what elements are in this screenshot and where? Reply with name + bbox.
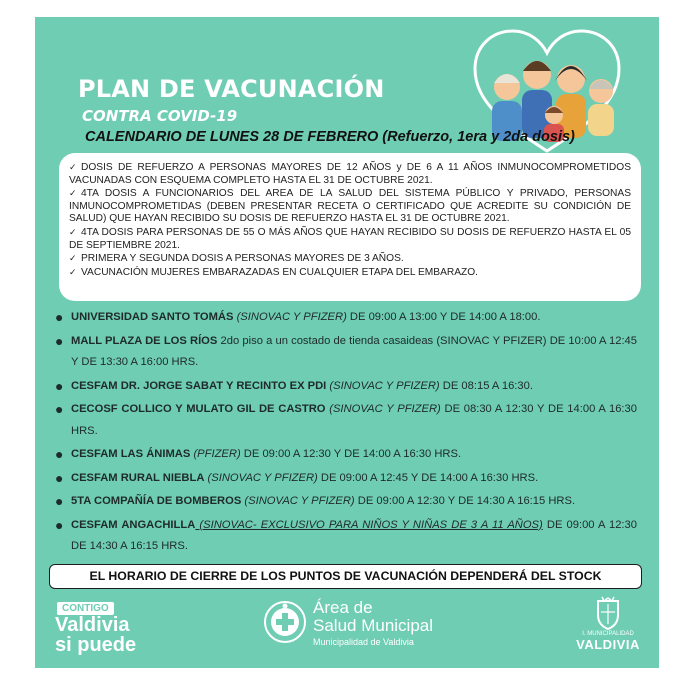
- site-name: CESFAM DR. JORGE SABAT Y RECINTO EX PDI: [71, 379, 327, 392]
- logo-line: Valdivia: [55, 614, 130, 636]
- check-icon: ✓: [69, 188, 77, 199]
- logo-line: si puede: [55, 634, 137, 656]
- stock-notice: EL HORARIO DE CIERRE DE LOS PUNTOS DE VACUNACIÓN DEPENDERÁ DEL STOCK: [49, 564, 642, 589]
- site-hours: DE 08:15 A 16:30.: [439, 379, 533, 392]
- site-name: CECOSF COLLICO Y MULATO GIL DE CASTRO: [71, 403, 326, 415]
- site-note: 2do piso a un costado de tienda casaideas: [217, 334, 434, 347]
- dose-text: 4TA DOSIS PARA PERSONAS DE 55 O MÁS AÑOS QUE HAYAN RECIBIDO SU DOSIS DE REFUERZO HASTA EL 05 DE SEPTIEMBRE 2021.: [69, 226, 631, 251]
- poster: [35, 17, 659, 668]
- area-line: Municipalidad de Valdivia: [313, 637, 414, 647]
- calendar-heading: CALENDARIO DE LUNES 28 DE FEBRERO (Refuerzo, 1era y 2da dosis): [85, 129, 575, 145]
- area-line: Salud Municipal: [313, 616, 434, 635]
- site-name: 5TA COMPAÑÍA DE BOMBEROS: [71, 495, 242, 507]
- site-vaccines: (SINOVAC Y PFIZER): [433, 334, 547, 347]
- list-item: [49, 331, 637, 374]
- site-name: MALL PLAZA DE LOS RÍOS: [71, 334, 218, 347]
- list-item: [49, 376, 637, 398]
- bullet-icon: ●: [55, 446, 64, 462]
- dose-item: [69, 266, 631, 280]
- site-vaccines: (SINOVAC Y PFIZER): [204, 471, 318, 484]
- dose-text: DOSIS DE REFUERZO A PERSONAS MAYORES DE 12 AÑOS y DE 6 A 11 AÑOS INMUNOCOMPROMETIDOS VACUNADAS CON ESQUEMA COMPLETO HASTA EL 31 DE OCTUBRE 2021.: [69, 162, 631, 186]
- bullet-icon: ●: [55, 493, 64, 509]
- site-hours: DE 09:00 A 13:00 Y DE 14:00 A 18:00.: [346, 311, 541, 323]
- check-icon: ✓: [69, 162, 77, 172]
- site-hours: DE 08:30 A 12:30 Y DE 14:00 A 16:30 HRS.: [71, 403, 637, 437]
- page-title: PLAN DE VACUNACIÓN: [78, 75, 385, 103]
- dose-text: 4TA DOSIS A FUNCIONARIOS DEL AREA DE LA SALUD DEL SISTEMA PÚBLICO Y PRIVADO, PERSONAS INMUNOCOMPROMETIDAS (DEBEN PRESENTAR RECETA O CERTIFICADO QUE ACREDITE SU CONDICIÓN DE SALUD) QUE HAYAN RECIBIDO SU DOSIS DE REFUERZO HASTA EL 31 DE OCTUBRE 2021.: [69, 188, 631, 225]
- contigo-badge: CONTIGO: [57, 602, 114, 615]
- municipalidad-logo: [575, 630, 641, 652]
- bullet-icon: ●: [55, 377, 64, 394]
- check-icon: ✓: [69, 266, 77, 277]
- valdivia-crest-icon: [590, 595, 626, 631]
- site-vaccines: (PFIZER): [190, 448, 241, 460]
- site-hours: DE 09:00 A 12:30 Y DE 14:00 A 16:30 HRS.: [240, 448, 462, 460]
- bullet-icon: ●: [55, 401, 64, 417]
- valdivia-si-puede-logo: [55, 615, 136, 655]
- list-item: [49, 468, 637, 490]
- area-salud-emblem-icon: [263, 600, 307, 644]
- dose-text: VACUNACIÓN MUJERES EMBARAZADAS EN CUALQUIER ETAPA DEL EMBARAZO.: [81, 266, 479, 278]
- list-item: [49, 515, 637, 558]
- bullet-icon: ●: [55, 516, 64, 533]
- dose-item: [69, 187, 631, 226]
- bullet-icon: ●: [55, 309, 64, 325]
- muni-line: I. MUNICIPALIDAD: [582, 631, 634, 637]
- list-item: [49, 491, 637, 513]
- area-line: Área de: [313, 598, 373, 617]
- list-item: [49, 307, 637, 329]
- bullet-icon: ●: [55, 469, 64, 486]
- dose-eligibility-panel: [59, 153, 641, 301]
- site-hours: DE 10:00 A 12:45 Y DE 13:30 A 16:00 HRS.: [71, 334, 637, 368]
- list-item: [49, 444, 637, 466]
- site-name: CESFAM ANGACHILLA: [71, 518, 196, 531]
- site-vaccines: (SINOVAC Y PFIZER): [236, 311, 347, 323]
- site-vaccines: (SINOVAC Y PFIZER): [326, 379, 440, 392]
- dose-text: PRIMERA Y SEGUNDA DOSIS A PERSONAS MAYORES DE 3 AÑOS.: [81, 253, 404, 265]
- site-hours: DE 09:00 A 12:45 Y DE 14:00 A 16:30 HRS.: [317, 471, 539, 484]
- site-name: CESFAM RURAL NIEBLA: [71, 471, 205, 484]
- site-name: CESFAM LAS ÁNIMAS: [71, 448, 191, 460]
- site-hours: DE 09:00 A 12:30 DE 14:30 A 16:15 HRS.: [71, 518, 637, 552]
- site-name: UNIVERSIDAD SANTO TOMÁS: [71, 311, 234, 323]
- site-vaccines: (SINOVAC Y PFIZER): [241, 495, 355, 507]
- bullet-icon: ●: [55, 332, 64, 349]
- page-subtitle: CONTRA COVID-19: [82, 107, 238, 125]
- site-vaccines: (SINOVAC- EXCLUSIVO PARA NIÑOS Y NIÑAS DE 3 A 11 AÑOS): [195, 518, 543, 531]
- check-icon: ✓: [69, 253, 77, 264]
- area-salud-logo: [313, 599, 433, 649]
- site-hours: DE 09:00 A 12:30 Y DE 14:30 A 16:15 HRS.: [354, 495, 576, 507]
- list-item: [49, 399, 637, 442]
- dose-item: [69, 226, 631, 252]
- dose-item: [69, 252, 631, 266]
- vaccination-sites-list: [49, 307, 637, 560]
- muni-line: VALDIVIA: [576, 637, 640, 652]
- dose-item: [69, 161, 631, 187]
- check-icon: ✓: [69, 226, 77, 237]
- site-vaccines: (SINOVAC Y PFIZER): [325, 403, 441, 415]
